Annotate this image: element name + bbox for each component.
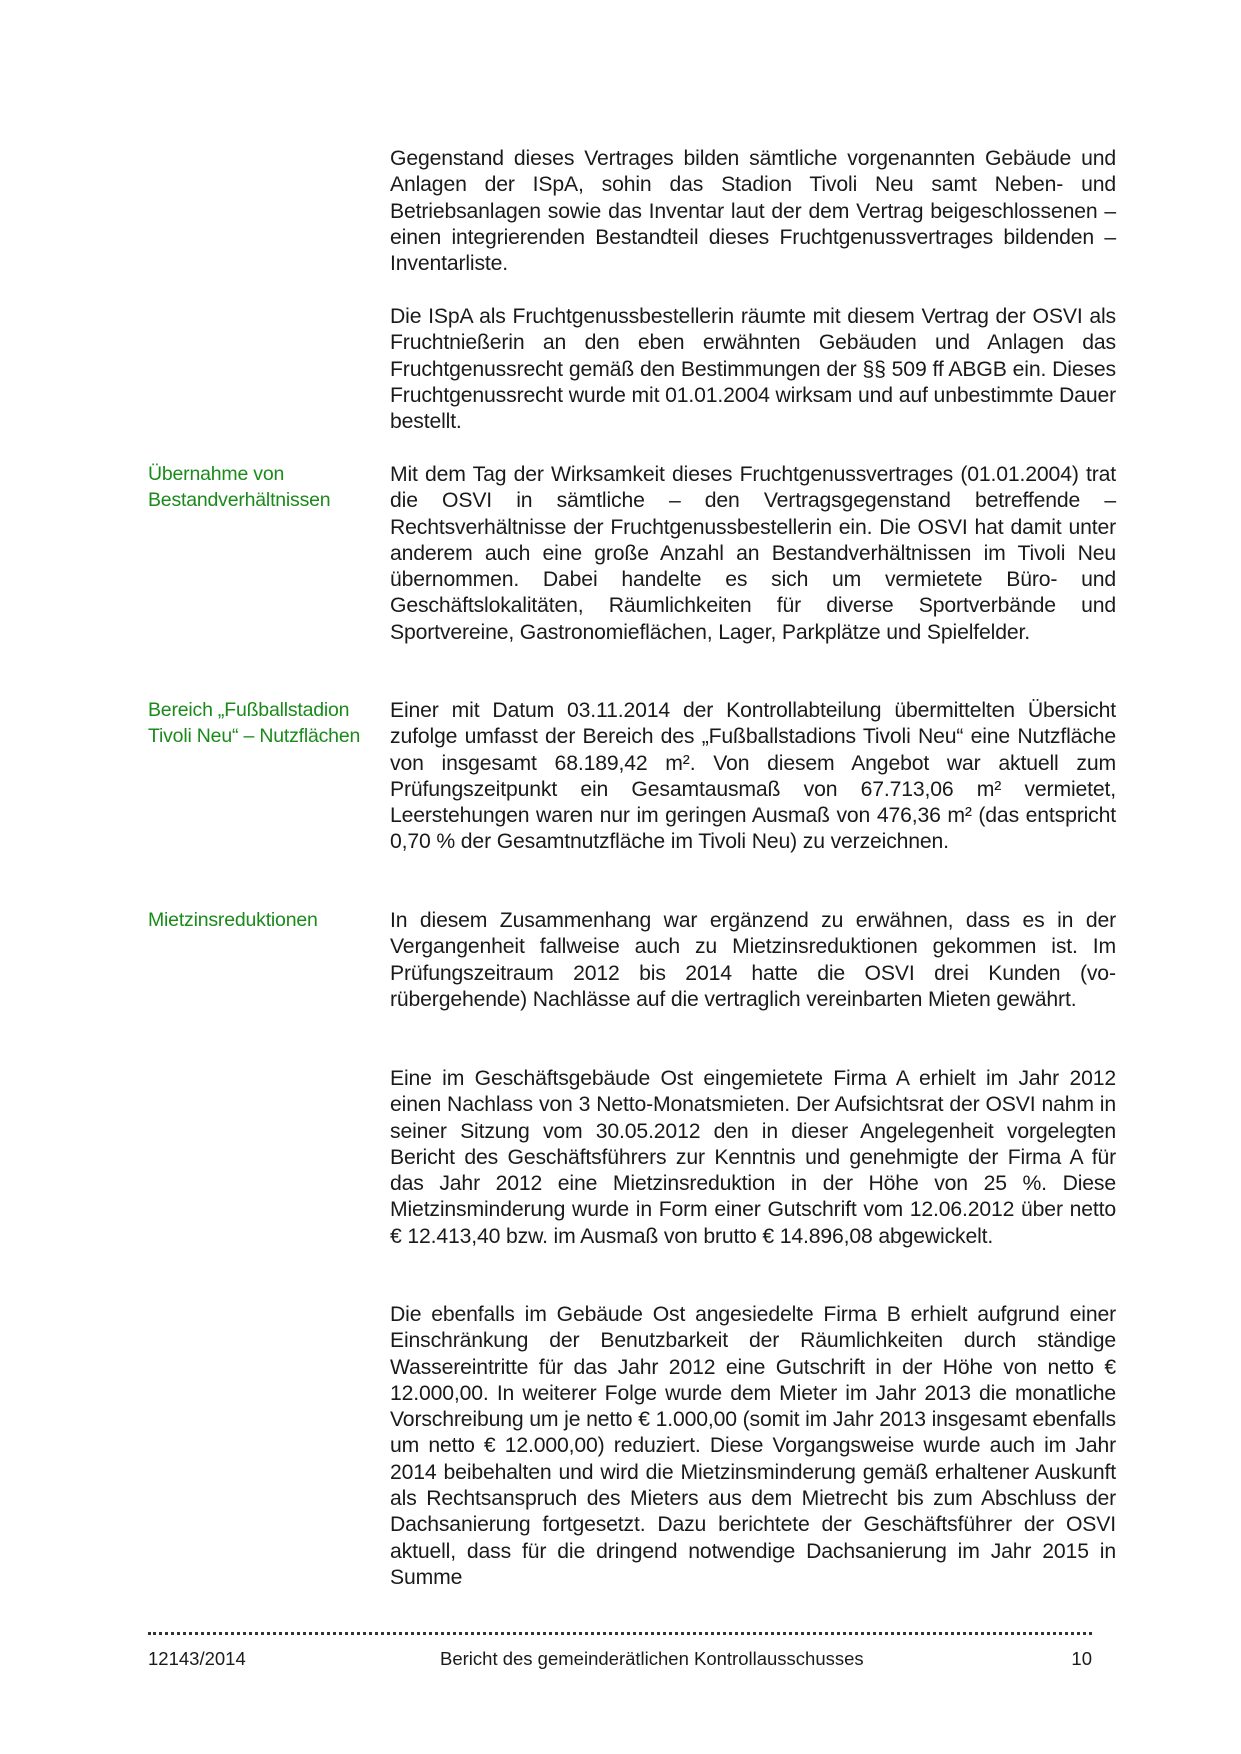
page-footer	[148, 1648, 1092, 1672]
footer-page-number: 10	[1071, 1648, 1092, 1669]
paragraph-text: Mit dem Tag der Wirksamkeit dieses Fruchtgenussvertrages (01.01.2004) trat die OSVI in sämtliche – den Vertragsgegenstand betreffende – Rechtsverhältnisse der Fruchtgenussbestellerin ein. Die OSVI hat damit unter anderem auch eine große Anzahl an Bestandverhältnissen im Tivoli Neu übernommen. Dabei handelte es sich um vermietete Büro- und Geschäftslokalitäten, Räumlichkeiten für diverse Sportverbände und Sportvereine, Gastronomieflächen, Lager, Parkplätze und Spielfelder.	[390, 463, 1116, 644]
margin-heading: Übernahme von Bestandverhältnissen	[148, 463, 331, 511]
footer-divider	[148, 1632, 1092, 1635]
paragraph-text: Die ebenfalls im Gebäude Ost angesiedelte Firma B erhielt aufgrund einer Einschränkung der Benutzbarkeit der Räumlichkeiten durch ständige Wassereintritte für das Jahr 2012 eine Gutschrift in der Höhe von netto € 12.000,00. In weiterer Folge wurde dem Mieter im Jahr 2013 die monatliche Vorschreibung um je netto € 1.000,00 (somit im Jahr 2013 insgesamt ebenfalls um netto € 12.000,00) reduziert. Diese Vorgangsweise wurde auch im Jahr 2014 beibehalten und wird die Mietzinsminderung gemäß erhaltener Auskunft als Rechtsanspruch des Mieters aus dem Mietrecht bis zum Abschluss der Dachsanierung fortgesetzt. Dazu berichtete der Geschäftsführer der OSVI aktuell, dass für die dringend notwendige Dachsanierung im Jahr 2015 in Summe	[390, 1303, 1116, 1589]
margin-heading: Mietzinsreduktionen	[148, 909, 318, 931]
paragraph-text: Eine im Geschäftsgebäude Ost eingemietete Firma A erhielt im Jahr 2012 einen Nachlass von 3 Netto-Monatsmieten. Der Aufsichtsrat der OSVI nahm in seiner Sitzung vom 30.05.2012 den in dieser Angelegenheit vorgelegten Bericht des Geschäftsführers zur Kenntnis und genehmigte der Firma A für das Jahr 2012 eine Mietzinsreduktion in der Höhe von 25 %. Diese Mietzinsminderung wurde in Form einer Gutschrift vom 12.06.2012 über netto € 12.413,40 bzw. im Ausmaß von brutto € 14.896,08 abgewickelt.	[390, 1067, 1116, 1248]
footer-report-title: Bericht des gemeinderätlichen Kontrollausschusses	[440, 1648, 864, 1669]
paragraph-text: Die ISpA als Fruchtgenussbestellerin räumte mit diesem Vertrag der OSVI als Fruchtnießerin an den eben erwähnten Gebäuden und Anlagen das Fruchtgenussrecht gemäß den Bestimmungen der §§ 509 ff ABGB ein. Dieses Fruchtgenussrecht wurde mit 01.01.2004 wirksam und auf unbestimmte Dauer bestellt.	[390, 305, 1116, 434]
margin-heading: Bereich „Fußballstadion Tivoli Neu“ – Nutzflächen	[148, 699, 361, 747]
paragraph-text: Einer mit Datum 03.11.2014 der Kontrollabteilung übermittelten Übersicht zufolge umfasst der Bereich des „Fußballstadions Tivoli Neu“ eine Nutzfläche von insgesamt 68.189,42 m². Von diesem Angebot war aktuell zum Prüfungszeitpunkt ein Gesamtausmaß von 67.713,06 m² vermietet, Leerstehungen waren nur im geringen Ausmaß von 476,36 m² (das entspricht 0,70 % der Gesamtnutzfläche im Tivoli Neu) zu verzeichnen.	[390, 699, 1116, 854]
footer-document-number: 12143/2014	[148, 1648, 246, 1669]
paragraph-text: Gegenstand dieses Vertrages bilden sämtliche vorgenannten Gebäude und Anlagen der ISpA, sohin das Stadion Tivoli Neu samt Neben- und Betriebsanlagen sowie das Inventar laut der dem Vertrag beigeschlossenen – einen integrierenden Bestandteil dieses Fruchtgenussvertrages bildenden – Inventarliste.	[390, 147, 1116, 276]
paragraph-text: In diesem Zusammenhang war ergänzend zu erwähnen, dass es in der Vergangenheit fallweise auch zu Mietzinsreduktionen gekommen ist. Im Prüfungszeitraum 2012 bis 2014 hatte die OSVI drei Kunden (vorübergehende) Nachlässe auf die vertraglich vereinbarten Mieten gewährt.	[390, 909, 1116, 1011]
